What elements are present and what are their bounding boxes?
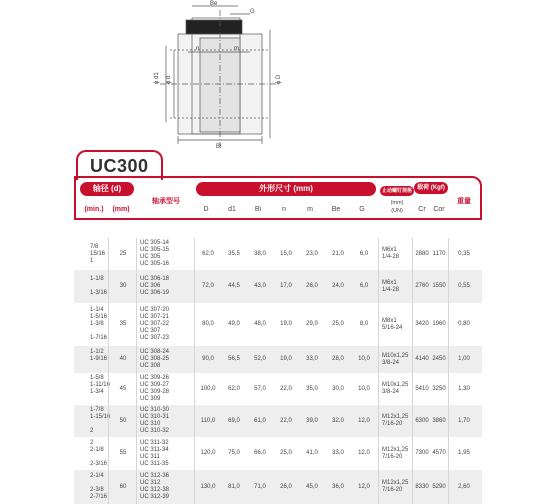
bore-mm: 25 [119, 250, 127, 257]
inch-size: 2 [90, 428, 94, 434]
load-cor: 1170 [432, 250, 446, 257]
inch-size: 1-3/4 [90, 389, 104, 395]
dim-g: 10,0 [358, 356, 370, 362]
dim-m: 23,0 [306, 250, 318, 257]
model-number: UC 307-22 [140, 321, 170, 327]
label-bi: Bi [216, 144, 222, 150]
col-separator [194, 238, 195, 504]
bore-mm: 40 [119, 356, 127, 362]
load-cr: 4140 [415, 356, 429, 362]
weight: 0,55 [458, 283, 470, 289]
weight: 1,95 [458, 450, 470, 456]
load-cor: 1550 [432, 283, 446, 289]
dim-m: 33,0 [306, 356, 318, 362]
screw-spec: M10x1,25 [382, 352, 409, 359]
model-number: UC 311 [140, 453, 160, 460]
model-header: 轴承型号 [152, 198, 180, 205]
inch-size: 2-1/8 [90, 446, 104, 453]
dim-n: 22,0 [280, 385, 292, 392]
dim-header-2: Bi [254, 206, 262, 213]
load-cr: 2760 [415, 283, 429, 289]
dim-be: 30,0 [332, 385, 344, 392]
model-number: UC 308 [140, 363, 161, 369]
cr-header: Cr [418, 206, 426, 213]
dim-bi: 48,0 [254, 321, 266, 327]
screw-spec: M6x1 [382, 279, 397, 286]
dim-m: 39,0 [306, 417, 318, 424]
dim-d: 90,0 [202, 356, 214, 362]
screw-header: 止动螺钉规格 [381, 188, 412, 194]
bore-mm: 50 [119, 417, 127, 424]
dim-header-3: n [282, 206, 286, 213]
inch-size: 2-7/16 [90, 494, 108, 500]
bore-mm-header: (mm) [112, 206, 130, 213]
dim-header-1: d1 [228, 206, 236, 213]
load-cor: 2450 [432, 356, 446, 362]
inch-size: 7/8 [90, 243, 99, 250]
dim-m: 45,0 [306, 483, 318, 490]
load-cr: 5410 [415, 385, 429, 392]
weight: 0,35 [458, 250, 470, 257]
inch-size: 1-11/16 [90, 382, 110, 388]
model-number: UC 312-38 [140, 487, 170, 493]
dim-m: 29,0 [306, 321, 318, 327]
dim-g: 6,0 [359, 283, 369, 289]
screw-spec: 5/16-24 [382, 324, 403, 331]
screw-spec: 1/4-28 [382, 286, 400, 293]
label-d1: ϕ d1 [154, 72, 160, 84]
inch-size: 1 [90, 257, 94, 264]
dim-d: 80,0 [202, 321, 214, 327]
inch-size: 1-5/8 [90, 375, 104, 381]
inch-size: 1-9/16 [90, 356, 108, 362]
dim-d: 62,0 [202, 250, 214, 257]
model-number: UC 311-32 [140, 439, 169, 446]
dim-be: 25,0 [332, 321, 344, 327]
dim-n: 22,0 [280, 417, 292, 424]
dim-bi: 66,0 [254, 450, 266, 456]
screw-spec: 7/16-20 [382, 421, 403, 427]
dim-bi: 71,0 [254, 483, 266, 490]
weight: 1,30 [458, 385, 470, 392]
inch-size: 1-3/8 [90, 321, 104, 327]
model-number: UC 307 [140, 328, 161, 334]
screw-spec: M6x1 [382, 247, 397, 253]
screw-spec: M8x1 [382, 317, 397, 324]
model-number: UC 309-27 [140, 382, 170, 388]
dim-header-0: D [203, 206, 209, 213]
dim-be: 21,0 [332, 250, 344, 257]
load-header: 载荷 (Kgf) [414, 182, 448, 194]
dim-d: 100,0 [200, 385, 216, 392]
dim-d: 120,0 [200, 450, 216, 456]
dim-be: 36,0 [332, 483, 344, 490]
bore-mm: 45 [119, 385, 127, 392]
dim-bi: 61,0 [254, 417, 266, 424]
model-number: UC 310-31 [140, 414, 170, 420]
dim-g: 10,0 [358, 385, 370, 392]
load-cr: 2880 [415, 250, 429, 257]
inch-size: 2-3/8 [90, 487, 104, 493]
series-title: UC300 [90, 156, 149, 176]
model-number: UC 309-26 [140, 375, 170, 381]
label-n: n [196, 46, 200, 52]
screw-spec: 1/4-28 [382, 254, 400, 260]
load-cr: 6300 [415, 417, 429, 424]
cor-header: Cor [433, 206, 445, 213]
screw-spec: 7/16-20 [382, 487, 403, 493]
screw-spec: M12x1,25 [382, 414, 409, 420]
model-number: UC 311-35 [140, 460, 169, 467]
model-number: UC 306-18 [140, 276, 170, 282]
bore-mm: 30 [119, 283, 127, 289]
model-number: UC 309 [140, 396, 161, 402]
dim-d: 130,0 [200, 483, 216, 490]
inch-size: 2 [90, 439, 94, 446]
screw-spec: M12x1,25 [382, 480, 409, 486]
dim-header-6: G [359, 206, 365, 213]
load-cor: 3250 [432, 385, 446, 392]
col-separator [412, 238, 413, 504]
dim-bi: 57,0 [254, 385, 266, 392]
inch-size: 2-3/16 [90, 460, 108, 467]
model-number: UC 307-21 [140, 314, 170, 320]
label-be: Be [210, 1, 218, 7]
screw-spec: 3/8-24 [382, 389, 400, 395]
model-number: UC 305-14 [140, 240, 170, 246]
model-number: UC 305-15 [140, 247, 170, 253]
dim-m: 26,0 [306, 283, 318, 289]
col-separator [448, 238, 449, 504]
screw-spec: M12x1,25 [382, 446, 409, 453]
dim-d1: 35,5 [228, 250, 240, 257]
dim-n: 15,0 [280, 250, 292, 257]
dim-bi: 38,0 [254, 250, 266, 257]
load-cor: 3860 [432, 417, 446, 424]
dim-n: 19,0 [280, 356, 292, 362]
dim-bi: 43,0 [254, 283, 266, 289]
weight-header: 重量 [457, 198, 471, 205]
model-number: UC 312 [140, 480, 161, 486]
dim-n: 19,0 [280, 321, 292, 327]
load-cor: 4570 [432, 450, 446, 456]
weight: 0,80 [458, 321, 470, 327]
load-cr: 7300 [415, 450, 429, 456]
inch-size: 1-1/8 [90, 276, 104, 282]
dim-d1: 62,0 [228, 385, 240, 392]
bore-mm: 55 [119, 450, 127, 456]
dim-d1: 75,0 [228, 450, 240, 456]
dim-g: 12,0 [358, 483, 370, 490]
dim-d: 72,0 [202, 283, 214, 289]
model-number: UC 306 [140, 283, 161, 289]
dim-be: 32,0 [332, 417, 344, 424]
dim-g: 6,0 [359, 250, 369, 257]
dim-d1: 56,5 [228, 356, 240, 362]
model-number: UC 310 [140, 421, 161, 427]
model-number: UC 308-24 [140, 349, 170, 355]
bearing-drawing [0, 0, 560, 150]
inch-size: 15/16 [90, 250, 106, 257]
model-number: UC 310-32 [140, 428, 170, 434]
screw-spec: M10x1,25 [382, 382, 409, 388]
label-od: ϕ D [276, 74, 282, 84]
model-number: UC 309-28 [140, 389, 170, 395]
model-number: UC 305 [140, 254, 161, 260]
model-number: UC 307-23 [140, 335, 170, 341]
load-cor: 1960 [432, 321, 446, 327]
bore-mm: 60 [119, 483, 127, 490]
load-cr: 3420 [415, 321, 429, 327]
inch-size: 1-1/2 [90, 349, 104, 355]
weight: 1,00 [458, 356, 470, 362]
screw-un-header: (UN) [391, 208, 403, 214]
dim-d1: 69,0 [228, 417, 240, 424]
dim-m: 35,0 [306, 385, 318, 392]
screw-spec: 3/8-24 [382, 359, 400, 366]
dim-m: 41,0 [306, 450, 318, 456]
label-d: ϕ d [166, 75, 172, 84]
inch-size: 1-7/8 [90, 407, 104, 413]
bore-header: 轴径 (d) [80, 182, 134, 196]
model-number: UC 307-20 [140, 307, 170, 313]
label-g: G [250, 9, 255, 15]
col-separator [108, 238, 109, 504]
inch-size: 1-15/16 [90, 414, 111, 420]
dim-be: 24,0 [332, 283, 344, 289]
model-number: UC 311-34 [140, 446, 169, 453]
dim-d1: 44,5 [228, 283, 240, 289]
model-number: UC 306-19 [140, 290, 170, 296]
weight: 1,70 [458, 417, 470, 424]
dim-g: 12,0 [358, 450, 370, 456]
label-m: m [234, 46, 239, 52]
model-number: UC 308-25 [140, 356, 170, 362]
dim-n: 25,0 [280, 450, 292, 456]
dim-g: 8,0 [359, 321, 369, 327]
inch-size: 1-1/4 [90, 307, 104, 313]
load-cr: 8330 [415, 483, 429, 490]
inch-size: 1-5/16 [90, 314, 108, 320]
dim-n: 17,0 [280, 283, 292, 289]
dim-d: 110,0 [200, 417, 216, 424]
screw-unit-header: (mm) [390, 200, 404, 206]
col-separator [136, 238, 137, 504]
model-number: UC 312-36 [140, 473, 170, 479]
inch-size: 2-1/4 [90, 473, 104, 479]
dim-d1: 81,0 [228, 483, 240, 490]
bore-mm: 35 [119, 321, 127, 327]
bore-min-header: (min.) [84, 206, 104, 213]
inch-size: 1-7/16 [90, 335, 108, 341]
dimensions-header: 外形尺寸 (mm) [196, 182, 376, 196]
dim-header-4: m [307, 206, 313, 213]
screw-spec: 7/16-20 [382, 453, 403, 460]
load-cor: 5290 [432, 483, 446, 490]
col-separator [378, 238, 379, 504]
dim-be: 28,0 [332, 356, 344, 362]
dim-d1: 49,0 [228, 321, 240, 327]
dim-bi: 52,0 [254, 356, 266, 362]
dim-g: 12,0 [358, 417, 370, 424]
dim-n: 26,0 [280, 483, 292, 490]
model-number: UC 310-30 [140, 407, 170, 413]
model-number: UC 312-39 [140, 494, 170, 500]
inch-size: 1-3/16 [90, 290, 108, 296]
dim-be: 33,0 [332, 450, 344, 456]
dim-header-5: Be [331, 206, 341, 213]
weight: 2,60 [458, 483, 470, 490]
model-number: UC 305-16 [140, 261, 170, 267]
